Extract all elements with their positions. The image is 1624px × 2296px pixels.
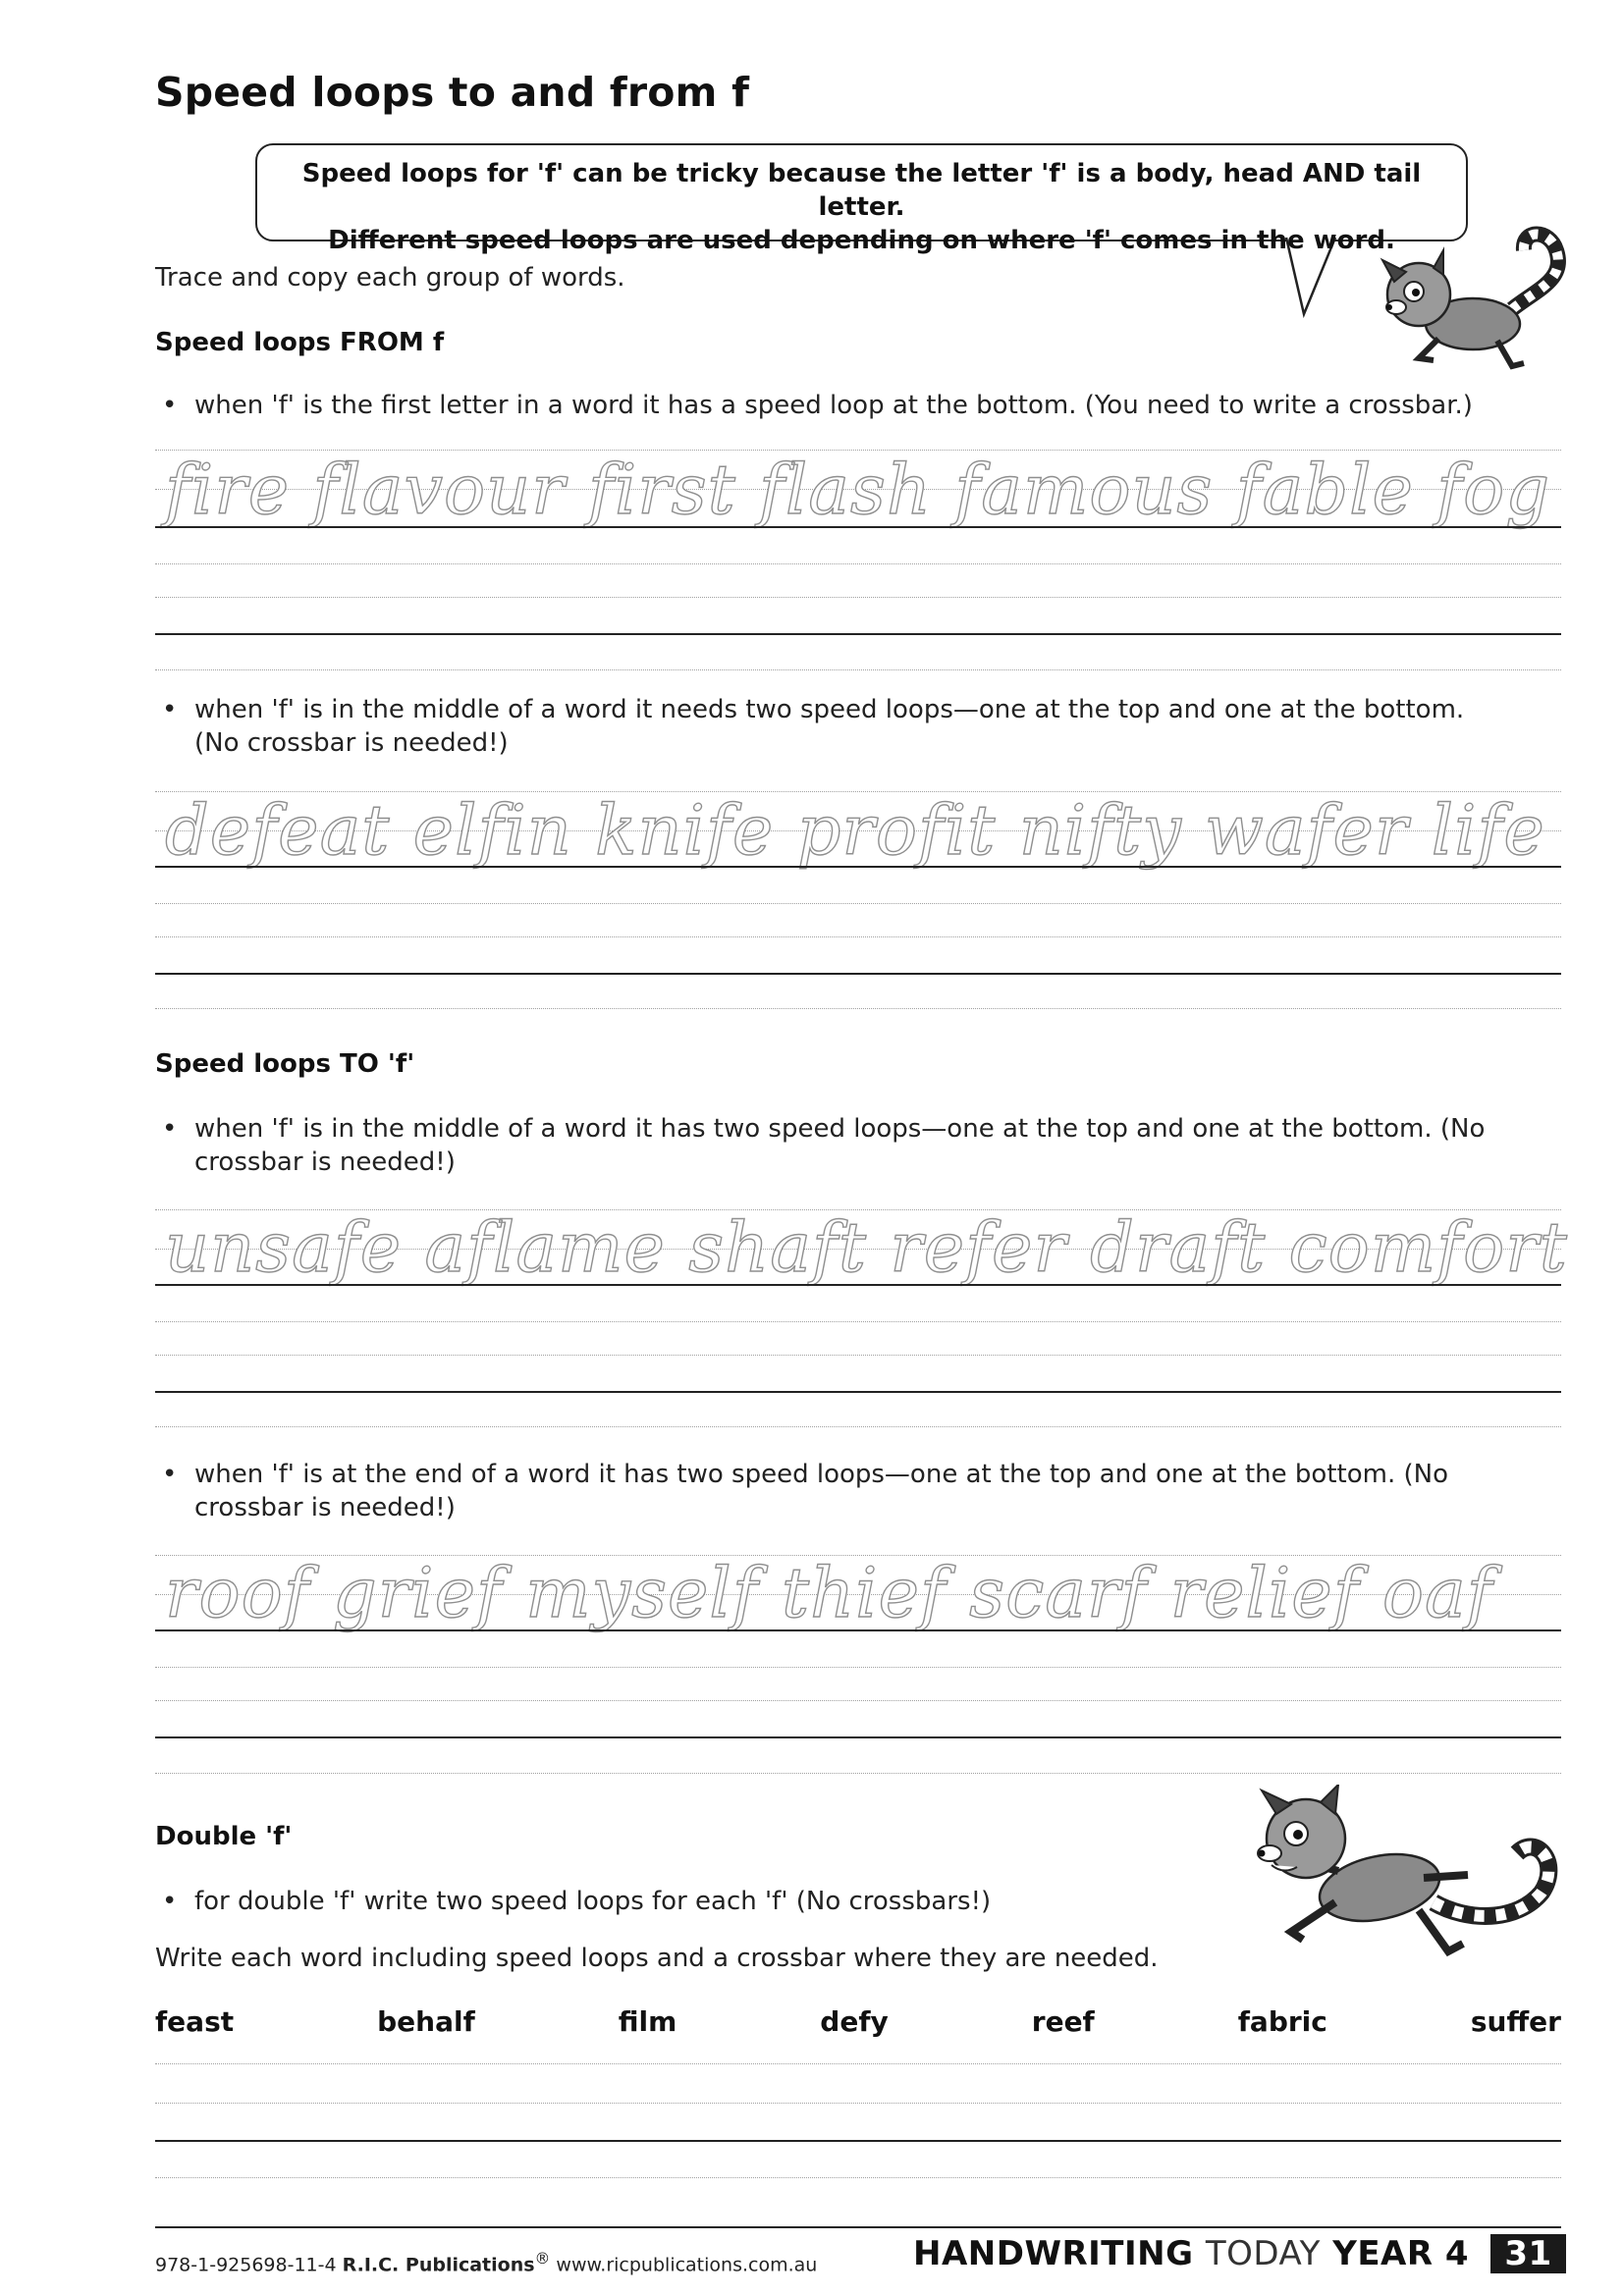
speech-bubble-text xyxy=(255,157,1468,257)
bullet-text-end: when 'f' is at the end of a word it has two speed loops—one at the top and one at the bottom. (No crossbar is needed!) xyxy=(194,1460,1448,1522)
word-item: feast xyxy=(155,2005,235,2038)
writing-line-dotted xyxy=(155,1773,1561,1774)
writing-line-dotted xyxy=(155,1355,1561,1356)
writing-baseline xyxy=(155,526,1561,528)
bullet-text-middle-from: when 'f' is in the middle of a word it needs two speed loops—one at the top and one at the bottom. (No crossbar is needed!) xyxy=(194,695,1465,758)
word-item: film xyxy=(618,2005,677,2038)
writing-line-dotted xyxy=(155,1700,1561,1701)
writing-line-dotted xyxy=(155,1667,1561,1668)
writing-line-dotted xyxy=(155,563,1561,564)
series-thin: TODAY xyxy=(1205,2234,1321,2273)
writing-line-dotted xyxy=(155,669,1561,670)
bubble-line-1: Speed loops for 'f' can be tricky because the letter 'f' is a body, head AND tail letter. xyxy=(301,159,1422,222)
writing-baseline xyxy=(155,1629,1561,1631)
isbn: 978-1-925698-11-4 xyxy=(155,2254,337,2276)
writing-baseline xyxy=(155,1736,1561,1738)
footer-rule xyxy=(155,2226,1561,2228)
writing-baseline xyxy=(155,973,1561,975)
series-bold: HANDWRITING xyxy=(913,2234,1194,2273)
writing-baseline xyxy=(155,1391,1561,1393)
trace-words-end: roof grief myself thief scarf relief oaf xyxy=(165,1553,1493,1633)
writing-baseline xyxy=(155,1284,1561,1286)
bullet-text-middle-to: when 'f' is in the middle of a word it has two speed loops—one at the top and one at the bottom. (No crossbar is needed!) xyxy=(194,1114,1486,1177)
page-title: Speed loops to and from f xyxy=(155,69,750,116)
writing-line-dotted xyxy=(155,1426,1561,1427)
trace-words-middle-from: defeat elfin knife profit nifty wafer life xyxy=(165,790,1545,871)
bullet-text-first-letter: when 'f' is the first letter in a word it has a speed loop at the bottom. (You need to write a crossbar.) xyxy=(194,391,1473,420)
section-heading-to-f: Speed loops TO 'f' xyxy=(155,1049,415,1079)
section-heading-from-f: Speed loops FROM f xyxy=(155,328,445,357)
footer-publisher-info xyxy=(155,2249,817,2275)
bubble-line-2: Different speed loops are used depending on where 'f' comes in the word. xyxy=(328,226,1395,255)
writing-line-dotted xyxy=(155,903,1561,904)
writing-baseline xyxy=(155,2140,1561,2142)
lemur-illustration-top xyxy=(1365,221,1571,373)
bullet-5: • xyxy=(162,1887,178,1916)
trace-words-middle-to: unsafe aflame shaft refer draft comfort xyxy=(165,1207,1568,1288)
word-item: suffer xyxy=(1470,2005,1561,2038)
writing-line-dotted xyxy=(155,2103,1561,2104)
footer-series xyxy=(913,2234,1566,2273)
writing-baseline xyxy=(155,866,1561,868)
writing-line-dotted xyxy=(155,1321,1561,1322)
word-item: behalf xyxy=(377,2005,475,2038)
lemur-illustration-bottom xyxy=(1222,1785,1561,1961)
writing-line-dotted xyxy=(155,936,1561,937)
bullet-text-double: for double 'f' write two speed loops for each 'f' (No crossbars!) xyxy=(194,1887,992,1916)
writing-line-dotted xyxy=(155,2177,1561,2178)
word-item: reef xyxy=(1031,2005,1095,2038)
bullet-2: • xyxy=(162,695,178,724)
bullet-4: • xyxy=(162,1460,178,1489)
bullet-3: • xyxy=(162,1114,178,1144)
year-level: YEAR 4 xyxy=(1332,2234,1470,2273)
writing-line-dotted xyxy=(155,1008,1561,1009)
word-item: fabric xyxy=(1237,2005,1327,2038)
publisher: R.I.C. Publications xyxy=(342,2254,535,2276)
page-number: 31 xyxy=(1490,2234,1565,2273)
writing-line-dotted xyxy=(155,2063,1561,2064)
registered-mark: ® xyxy=(534,2249,551,2268)
double-f-word-list xyxy=(155,2005,1561,2038)
bullet-1: • xyxy=(162,391,178,420)
writing-baseline xyxy=(155,633,1561,635)
instruction-text: Trace and copy each group of words. xyxy=(155,263,625,293)
website: www.ricpublications.com.au xyxy=(556,2254,818,2276)
word-item: defy xyxy=(820,2005,889,2038)
trace-words-first-letter: fire flavour first flash famous fable fog xyxy=(165,450,1551,530)
writing-line-dotted xyxy=(155,597,1561,598)
double-instruction: Write each word including speed loops and a crossbar where they are needed. xyxy=(155,1944,1159,1973)
section-heading-double-f: Double 'f' xyxy=(155,1822,293,1851)
